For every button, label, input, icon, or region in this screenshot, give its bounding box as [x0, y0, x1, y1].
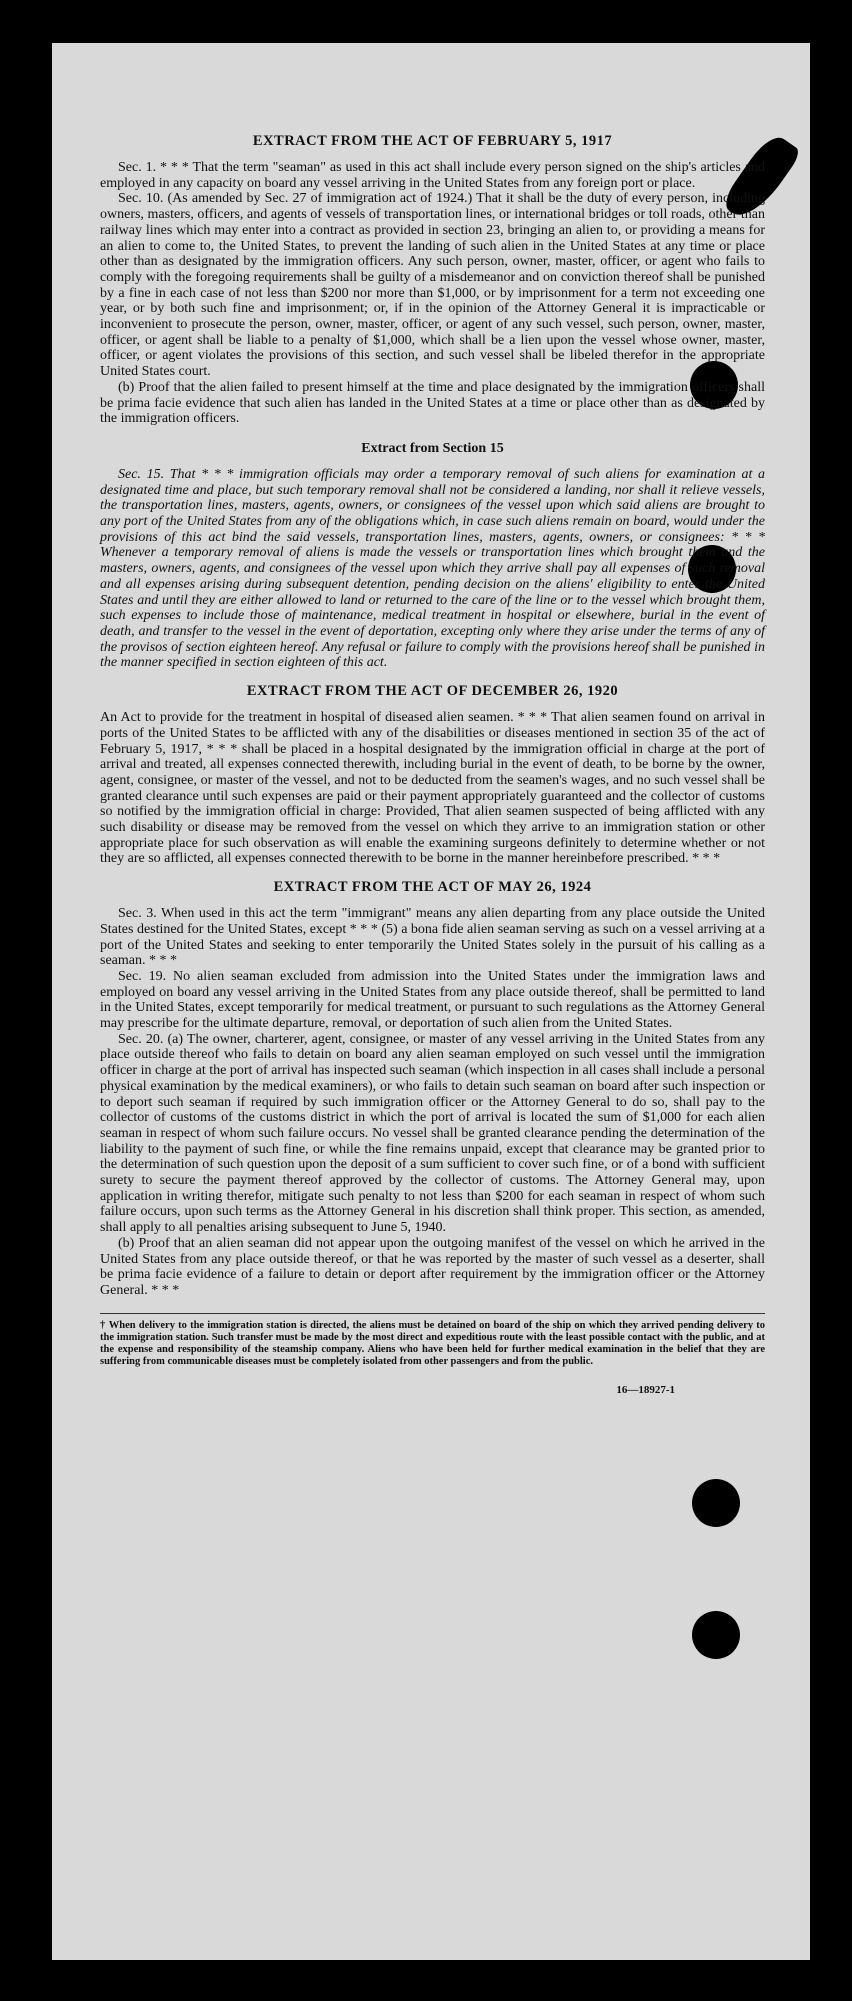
document-page: [52, 43, 810, 1960]
act-1920-text: An Act to provide for the treatment in hospital of diseased alien seamen. * * * That alien seamen found on arrival in ports of the United States to be afflicted with any of the disabilities or diseases mentioned in section 35 of the act of February 5, 1917, * * * shall be placed in a hospital designated by the immigration official in charge at the port of arrival and treated, all expenses connected therewith, including burial in the event of death, to be borne by the owner, agent, consignee, or master of the vessel, and not to be deducted from the seamen's wages, and no such vessel shall be granted clearance until such expenses are paid or their payment appropriately guaranteed and the collector of customs so notified by the immigration official in charge: Provided, That alien seamen suspected of being afflicted with any such disability or disease may be removed from the vessel on which they arrive to an immigration station or other appropriate place for such observation as will enable the examining surgeons definitely to determine whether or not they are so afflicted, all expenses connected therewith to be borne in the manner hereinbefore prescribed. * * *: [100, 710, 765, 867]
document-number: 16—18927-1: [616, 1383, 675, 1396]
footnote: † When delivery to the immigration station is directed, the aliens must be detained on board of the ship on which they arrived pending delivery to the immigration station. Such transfer must be made by the most direct and expeditious route with the least possible contact with the public, and at the expense and responsibility of the steamship company. Aliens who have been held for further medical examination in the belief that they are suffering from communicable diseases must be completely isolated from other passengers and from the public.: [100, 1313, 765, 1368]
punch-hole: [692, 1611, 740, 1659]
heading-section-15: Extract from Section 15: [361, 440, 504, 456]
section-10-text: Sec. 10. (As amended by Sec. 27 of immigration act of 1924.) That it shall be the duty of every person, including owners, masters, officers, and agents of vessels of transportation lines, or international bridges or toll roads, other than railway lines which may enter into a contract as provided in section 23, bringing an alien to, or providing a means for an alien to come to, the United States, to prevent the landing of such alien in the United States at any time or place other than as designated by the immigration officers. Any such person, owner, master, officer, or agent who fails to comply with the foregoing requirements shall be guilty of a misdemeanor and on conviction thereof shall be punished by a fine in each case of not less than $200 nor more than $1,000, or by imprisonment for a term not exceeding one year, or by both such fine and imprisonment; or, if in the opinion of the Attorney General it is impracticable or inconvenient to prosecute the person, owner, master, officer, or agent of any such vessel, such person, owner, master, officer, or agent shall be liable to a penalty of $1,000, which shall be a lien upon the vessel whose owner, master, officer, or agent violates the provisions of this section, and such vessel shall be libeled therefor in the appropriate United States court.: [100, 191, 765, 380]
heading-act-1917: EXTRACT FROM THE ACT OF FEBRUARY 5, 1917: [252, 133, 613, 149]
section-20b-text: (b) Proof that an alien seaman did not appear upon the outgoing manifest of the vessel on which he arrived in the United States from any place outside thereof, or that he was reported by the master of such vessel as a deserter, shall be prima facie evidence of a failure to detain or deport after requirement by the immigration officer or the Attorney General. * * *: [100, 1235, 765, 1298]
section-15-text: Sec. 15. That * * * immigration officials may order a temporary removal of such aliens for examination at a designated time and place, but such temporary removal shall not be considered a landing, nor shall it relieve vessels, the transportation lines, masters, agents, owners, or consignees of the vessel upon which said aliens are brought to any port of the United States from any of the obligations which, in case such aliens remain on board, would under the provisions of this act bind the said vessels, transportation lines, masters, agents, owners, or consignees: * * * Whenever a temporary removal of aliens is made the vessels or transportation lines which brought them and the masters, owners, agents, and consignees of the vessel upon which they arrive shall pay all expenses of such removal and all expenses arising during subsequent detention, pending decision on the aliens' eligibility to enter the United States and until they are either allowed to land or returned to the care of the line or to the vessel which brought them, such expenses to include those of maintenance, medical treatment in hospital or elsewhere, burial in the event of death, and transfer to the vessel in the event of deportation, excepting only where they arise under the terms of any of the provisos of section eighteen hereof. Any refusal or failure to comply with the provisions hereof shall be punished in the manner specified in section eighteen of this act.: [100, 466, 765, 671]
section-3-text: Sec. 3. When used in this act the term "immigrant" means any alien departing from any place outside the United States destined for the United States, except * * * (5) a bona fide alien seaman serving as such on a vessel arriving at a port of the United States and seeking to enter temporarily the United States solely in the pursuit of his calling as a seaman. * * *: [100, 906, 765, 969]
section-1-text: Sec. 1. * * * That the term "seaman" as used in this act shall include every person signed on the ship's articles and employed in any capacity on board any vessel arriving in the United States from any foreign port or place.: [100, 160, 765, 191]
heading-act-1920: EXTRACT FROM THE ACT OF DECEMBER 26, 1920: [246, 683, 619, 700]
section-19-text: Sec. 19. No alien seaman excluded from admission into the United States under the immigration laws and employed on board any vessel arriving in the United States from any place outside thereof, shall be permitted to land in the United States, except temporarily for medical treatment, or pursuant to such regulations as the Attorney General may prescribe for the ultimate departure, removal, or deportation of such alien from the United States.: [100, 968, 765, 1032]
section-10b-text: (b) Proof that the alien failed to present himself at the time and place designated by the immigration officers shall be prima facie evidence that such alien has landed in the United States at a time or place other than as designated by the immigration officers.: [100, 379, 765, 427]
document-content: [100, 133, 765, 1396]
heading-act-1924: EXTRACT FROM THE ACT OF MAY 26, 1924: [273, 879, 592, 896]
section-20-text: Sec. 20. (a) The owner, charterer, agent, consignee, or master of any vessel arriving in the United States from any place outside thereof who fails to detain on board any alien seaman employed on such vessel until the immigration officer in charge at the port of arrival has inspected such seaman (which inspection in all cases shall include a personal physical examination by the medical examiners), or who fails to detain such seaman on board after such inspection or to deport such seaman if required by such immigration officer or the Attorney General to do so, shall pay to the collector of customs of the customs district in which the port of arrival is located the sum of $1,000 for each alien seaman in respect of whom such failure occurs. No vessel shall be granted clearance pending the determination of the liability to the payment of such fine, or while the fine remains unpaid, except that clearance may be granted prior to the determination of such question upon the deposit of a sum sufficient to cover such fine, or of a bond with sufficient surety to secure the payment thereof approved by the collector of customs. The Attorney General may, upon application in writing therefor, mitigate such penalty to not less than $200 for each seaman in respect of whom such failure occurs, upon such terms as the Attorney General in his discretion shall think proper. This section, as amended, shall apply to all penalties arising subsequent to June 5, 1940.: [100, 1031, 765, 1236]
punch-hole: [692, 1479, 740, 1527]
